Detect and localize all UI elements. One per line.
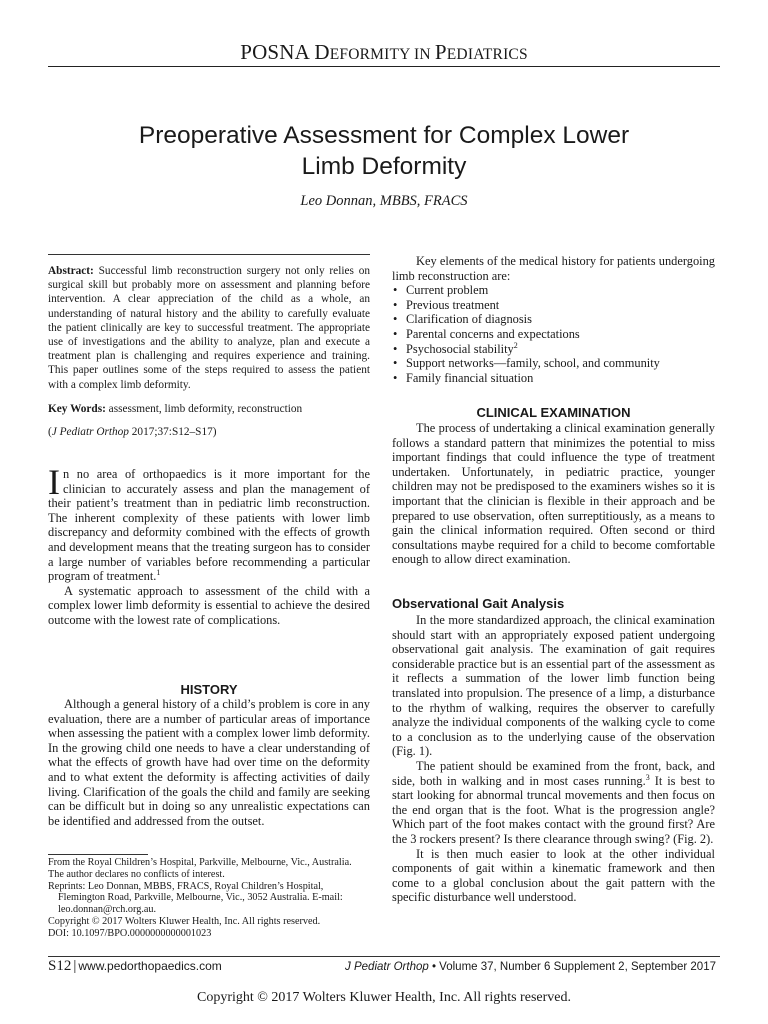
abstract: Abstract: Successful limb reconstruction surgery not only relies on surgical skill but probably more on assessment and planning before intervention. A clear appreciation of the child as a whole, an understanding of natural history and the ability to carefully evaluate the patient clinically are key to successful treatment. The appropriate use of investigations and the ability to analyze, plan and execute a treatment plan is challenging and requires experience and training. This paper outlines some of the steps required to assess the patient with a complex limb deformity. <box>48 265 370 391</box>
history-body: Although a general history of a child’s problem is core in any evaluation, there are a number of particular areas of importance when assessing the patient with a complex lower limb deformity. In the growing child one needs to have a clear understanding of what the effects of growth have had over time on the deformity and to what extent the deformity is affecting activities of daily living. Clarification of the goals the child and family are seeking can be difficult but in doing so any unrealistic expectations can be identified and addressed from the outset. <box>48 697 370 828</box>
footer-rule <box>48 956 720 957</box>
article-title: Preoperative Assessment for Complex Lower Limb Deformity <box>138 122 630 180</box>
abstract-rule <box>48 254 370 255</box>
list-item: • Current problem <box>392 283 715 298</box>
list-item: • Psychosocial stability$^2$ <box>392 342 715 357</box>
medical-history: Key elements of the medical history for patients undergoing limb reconstruction are: • Current problem • Previous treatment • Clarification of diagnosis • Parental concerns and expectations • Psychosocial stability$^2$ • Support networks—family, school, and community • Family financial situation <box>392 254 715 385</box>
clinical-body: The process of undertaking a clinical examination generally follows a standard pattern that minimizes the potential to miss important findings that could influence the type of treatment undertaken. Unfortunately, in pediatric practice, younger children may not be predisposed to the examiners wishes so it is important that the clinician is flexible in their approach and be prepared to use observation, often surreptitiously, as a means to gain the clinical information required. Often second or third consultations maybe required for a child to become comfortable enough to allow direct examination. <box>392 421 715 567</box>
list-item: • Family financial situation <box>392 371 715 386</box>
drop-cap: I <box>48 462 60 502</box>
keywords: Key Words: assessment, limb deformity, reconstruction <box>48 403 303 415</box>
list-item: • Support networks—family, school, and community <box>392 356 715 371</box>
journal-footer: J Pediatr Orthop • Volume 37, Number 6 Supplement 2, September 2017 <box>345 961 716 973</box>
introduction: In no area of orthopaedics is it more important for the clinician to accurately assess and plan the management of their patient’s treatment than in pediatric limb reconstruction. The inherent complexity of these patients with lower limb discrepancy and deformity combined with the effects of growth and development means that the treating surgeon has to consider a large number of variables before recommending a particular program of treatment.$^1$ A systematic approach to assessment of the child with a complex lower limb deformity is essential to achieve the desired outcome with the lowest rate of complications. <box>48 462 370 627</box>
site-link[interactable]: www.pedorthopaedics.com <box>78 959 222 973</box>
clinical-heading: CLINICAL EXAMINATION <box>476 405 631 420</box>
page-number: S12 <box>48 958 72 974</box>
gait-body: In the more standardized approach, the clinical examination should start with an appropriately exposed patient undergoing observational gait analysis. The examination of gait requires considerable practice but is an essential part of the assessment as it reflects a summation of the lower limb function being translated into propulsion. The presence of a limp, a disturbance to the rhythm of walking, requires the observer to carefully analyze the individual components of the walking cycle to come to a conclusion as to the underlying cause of the observation (Fig. 1). The patient should be examined from the front, back, and side, both in walking and in most cases running.$^3$ It is best to start looking for abnormal truncal movements and then focus on the end organ that is the foot. What is the progression angle? Which part of the foot makes contact with the ground first? Are the 3 rockers present? Is there clearance through swing? (Fig. 2). It is then much easier to look at the other individual components of gait within a kinematic framework and then come to a global conclusion about the gait pattern with the specific disturbance well understood. <box>392 613 715 905</box>
page-footer-left: S12 | www.pedorthopaedics.com <box>48 958 222 974</box>
gait-heading: Observational Gait Analysis <box>392 596 565 611</box>
list-item: • Previous treatment <box>392 298 715 313</box>
history-heading: HISTORY <box>180 682 238 697</box>
list-item: • Clarification of diagnosis <box>392 312 715 327</box>
article-author: Leo Donnan, MBBS, FRACS <box>300 193 468 209</box>
list-item: • Parental concerns and expectations <box>392 327 715 342</box>
running-header: POSNA DEFORMITY IN PEDIATRICS <box>240 40 528 64</box>
footnote-rule <box>48 854 148 855</box>
footnotes: From the Royal Children’s Hospital, Parkville, Melbourne, Vic., Australia. The author declares no conflicts of interest. Reprints: Leo Donnan, MBBS, FRACS, Royal Children’s Hospital, Flemington Road, Parkville, Melbourne, Vic., 3052 Australia. E-mail: leo.donnan@rch.org.au. Copyright © 2017 Wolters Kluwer Health, Inc. All rights reserved. DOI: 10.1097/BPO.0000000000001023 <box>48 857 352 939</box>
copyright-notice: Copyright © 2017 Wolters Kluwer Health, Inc. All rights reserved. <box>197 990 571 1005</box>
citation: (J Pediatr Orthop 2017;37:S12–S17) <box>48 426 217 438</box>
header-rule <box>48 66 720 67</box>
history-list <box>392 283 715 385</box>
